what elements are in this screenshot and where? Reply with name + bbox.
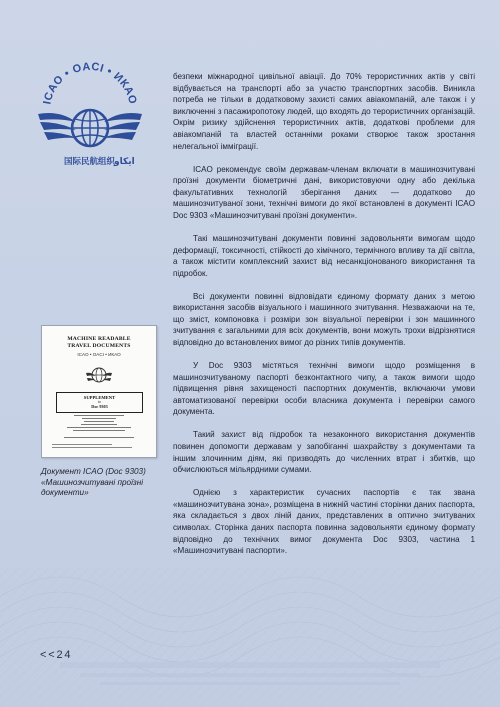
paragraph: Такий захист від підробок та незаконного використання документів повинен допомогти державам у запобіганні шахрайству з документами та іншим злочинним діям, які призводять до численних втрат і збитків, що обчислюються мільярдними сумами. <box>173 430 475 475</box>
supplement-box <box>56 392 143 413</box>
cover-brand: ICAO • OACI • ИКАО <box>77 352 121 357</box>
paragraph: Всі документи повинні відповідати єдиному формату даних з метою використання засобів візуального і машинного зчитування. Незважаючи на те, що зміст, компоновка і розміри зон візуальної перевірки і зон машинного зчитування є загальними для всіх документів, вони можуть трохи відрізнятися відповідно до встановлених вимог до різних типів документів. <box>173 291 475 348</box>
svg-text:ICAO • OACI • ИКАО: ICAO • OACI • ИКАО <box>41 60 139 106</box>
page-number: <<24 <box>40 649 73 661</box>
supplement-to: to <box>98 400 101 404</box>
paragraph: Такі машинозчитувані документи повинні задовольняти вимогам щодо деформації, токсичності, стійкості до хімічного, термічного впливу та дії світла, а також містити комплексний захист від несанкціонованого використання та підробок. <box>173 233 475 278</box>
cover-title-line2: TRAVEL DOCUMENTS <box>67 343 131 349</box>
svg-text:国际民航组织: 国际民航组织 <box>64 157 116 167</box>
icao-logo <box>30 52 150 172</box>
paragraph: безпеки міжнародної цивільної авіації. До 70% терористичних актів у світі відбувається на транспорті або за участю транспортних засобів. Виникла потреба не тільки в додатковому захисті самих авіакомпаній, але також і у виключенні з пасажиропотоку людей, що входять до терористичних організацій. Окрім ризику здійснення терористичних актів, додаткові проблеми для авіакомпаній та властей останніми роками створює також зростання нелегальної імміграції. <box>173 72 475 151</box>
paragraph: У Doc 9303 містяться технічні вимоги щодо розміщення в машинозчитуваному паспорті безконтактного чипу, а також вимоги щодо підвищення рівня захищеності паспортних документів, включаючи умови автоматизованої перевірки особи власника документа і перевірки самого документа. <box>173 361 475 417</box>
document-cover-image <box>41 325 157 458</box>
paragraph: Однією з характеристик сучасних паспортів є так звана «машинозчитувана зона», розміщена в нижній частині сторінки даних паспорта, яка складається з двох ліній даних, представлених в оптично зчитуваних символах. Сторінка даних паспорта повинна задовольняти єдиному формату відповідно до технічних вимог документа Doc 9303, частина 1 «Машинозчитувані паспорти». <box>173 488 475 556</box>
cover-title-line1: MACHINE READABLE <box>67 336 131 342</box>
icao-emblem-icon <box>84 359 114 389</box>
cover-fine-print <box>64 415 134 440</box>
supplement-label: SUPPLEMENT <box>83 395 116 400</box>
cover-footer-lines <box>52 444 146 450</box>
article-text <box>173 71 475 568</box>
svg-text:ايكاو: ايكاو <box>114 157 135 167</box>
supplement-doc-number: Doc 9303 <box>91 404 108 410</box>
figure-caption: Документ ICAO (Doc 9303) «Машинозчитувані проїзні документи» <box>41 467 146 498</box>
paragraph: ICAO рекомендує своїм державам-членам включати в машинозчитувані проїзні документи біометричні дані, використовуючи одну або декілька факультативних технологій зберігання даних — додатково до машинозчитуваної зони, технічні вимоги до якої встановлені в документі ICAO Doc 9303 «Машинозчитувані проїзні документи». <box>173 164 475 220</box>
